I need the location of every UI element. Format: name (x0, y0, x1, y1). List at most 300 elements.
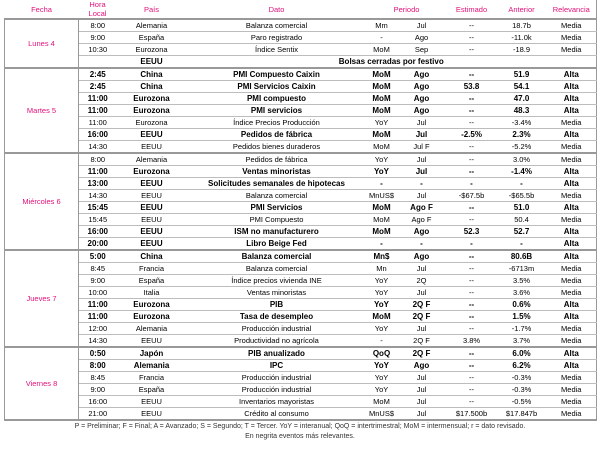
cell-time: 20:00 (79, 238, 117, 251)
cell-relevancia: Media (547, 335, 597, 348)
cell-relevancia: Media (547, 287, 597, 299)
day-label: Jueves 7 (5, 250, 79, 347)
cell-dato: PMI Compuesto Caixin (187, 68, 367, 81)
cell-estimado: -- (447, 214, 497, 226)
table-row (5, 263, 597, 275)
cell-period: Jul (397, 408, 447, 421)
cell-period: Ago (397, 360, 447, 372)
day-label: Miércoles 6 (5, 153, 79, 250)
cell-time: 2:45 (79, 68, 117, 81)
footnote-abbreviations: P = Preliminar; F = Final; A = Avanzado; S = Segundo; T = Tercer. YoY = interanual; QoQ = intertrimestral; MoM = intermensual; r = dato revisado. (74, 423, 526, 430)
cell-time: 12:00 (79, 323, 117, 335)
cell-period: Ago (397, 250, 447, 263)
cell-relevancia: Media (547, 408, 597, 421)
cell-dato: Balanza comercial (187, 19, 367, 32)
cell-time: 2:45 (79, 81, 117, 93)
cell-estimado: - (447, 178, 497, 190)
table-row (5, 129, 597, 141)
cell-period-unit: MoM (367, 129, 397, 141)
cell-estimado: -- (447, 396, 497, 408)
cell-dato: Crédito al consumo (187, 408, 367, 421)
cell-time: 15:45 (79, 202, 117, 214)
cell-country: EEUU (117, 396, 187, 408)
cell-dato: Producción industrial (187, 323, 367, 335)
table-row (5, 178, 597, 190)
cell-period-unit: YoY (367, 372, 397, 384)
cell-anterior: -0.5% (497, 396, 547, 408)
cell-dato: PIB (187, 299, 367, 311)
cell-country: EEUU (117, 178, 187, 190)
cell-period: - (397, 178, 447, 190)
cell-anterior: 48.3 (497, 105, 547, 117)
cell-dato: PMI Servicios (187, 202, 367, 214)
cell-period: Ago (397, 105, 447, 117)
cell-period: Jul (397, 263, 447, 275)
cell-time: 8:45 (79, 372, 117, 384)
cell-anterior: -6713m (497, 263, 547, 275)
cell-time: 16:00 (79, 396, 117, 408)
cell-dato: Balanza comercial (187, 250, 367, 263)
cell-country: China (117, 250, 187, 263)
header-pais: País (117, 0, 187, 19)
cell-period: Jul (397, 396, 447, 408)
cell-period-unit: Mm (367, 19, 397, 32)
cell-period-unit: MoM (367, 81, 397, 93)
table-row (5, 311, 597, 323)
cell-country: Eurozona (117, 117, 187, 129)
cell-anterior: 54.1 (497, 81, 547, 93)
cell-estimado: -- (447, 166, 497, 178)
cell-dato: Balanza comercial (187, 190, 367, 202)
cell-estimado: 3.8% (447, 335, 497, 348)
cell-anterior: 52.7 (497, 226, 547, 238)
cell-country: EEUU (117, 226, 187, 238)
cell-country: Eurozona (117, 93, 187, 105)
cell-estimado: -- (447, 275, 497, 287)
table-row (5, 408, 597, 421)
cell-country: EEUU (117, 214, 187, 226)
cell-time: 8:00 (79, 19, 117, 32)
cell-estimado: -- (447, 32, 497, 44)
cell-period: Jul (397, 190, 447, 202)
cell-period: Ago (397, 81, 447, 93)
cell-time (79, 56, 117, 69)
table-row (5, 250, 597, 263)
cell-anterior: -1.7% (497, 323, 547, 335)
cell-period-unit: YoY (367, 153, 397, 166)
cell-dato: PIB anualizado (187, 347, 367, 360)
cell-dato: PMI compuesto (187, 93, 367, 105)
cell-time: 9:00 (79, 384, 117, 396)
table-row (5, 323, 597, 335)
cell-relevancia: Alta (547, 105, 597, 117)
cell-period: Jul (397, 384, 447, 396)
cell-dato: Producción industrial (187, 384, 367, 396)
cell-time: 14:30 (79, 141, 117, 154)
cell-country: Alemania (117, 360, 187, 372)
cell-estimado: -- (447, 19, 497, 32)
table-row (5, 347, 597, 360)
cell-country: EEUU (117, 190, 187, 202)
cell-country: Eurozona (117, 44, 187, 56)
table-row (5, 360, 597, 372)
calendar-body (5, 19, 597, 420)
cell-period: Ago (397, 32, 447, 44)
table-row (5, 287, 597, 299)
cell-dato: Índice Sentix (187, 44, 367, 56)
cell-dato: Ventas minoristas (187, 287, 367, 299)
header-hora: Hora Local (79, 0, 117, 19)
header-anterior: Anterior (497, 0, 547, 19)
table-row (5, 275, 597, 287)
cell-time: 11:00 (79, 117, 117, 129)
cell-relevancia: Alta (547, 166, 597, 178)
cell-period-unit: Mn (367, 263, 397, 275)
cell-period: Jul (397, 323, 447, 335)
cell-anterior: 47.0 (497, 93, 547, 105)
table-row (5, 226, 597, 238)
cell-period: Jul F (397, 141, 447, 154)
cell-time: 14:30 (79, 335, 117, 348)
table-row (5, 32, 597, 44)
cell-anterior: -0.3% (497, 372, 547, 384)
cell-dato: Solicitudes semanales de hipotecas (187, 178, 367, 190)
cell-dato: Pedidos bienes duraderos (187, 141, 367, 154)
cell-relevancia: Alta (547, 299, 597, 311)
cell-dato: PMI Servicios Caixin (187, 81, 367, 93)
cell-relevancia: Media (547, 190, 597, 202)
cell-period-unit: MoM (367, 202, 397, 214)
cell-time: 16:00 (79, 226, 117, 238)
cell-country: EEUU (117, 56, 187, 69)
cell-relevancia: Media (547, 323, 597, 335)
cell-period: Ago (397, 68, 447, 81)
cell-country: China (117, 68, 187, 81)
cell-estimado: -- (447, 360, 497, 372)
cell-period: Ago F (397, 202, 447, 214)
cell-period-unit: YoY (367, 323, 397, 335)
cell-dato: Producción industrial (187, 372, 367, 384)
cell-anterior: 3.6% (497, 287, 547, 299)
header-estimado: Estimado (447, 0, 497, 19)
cell-time: 10:30 (79, 44, 117, 56)
cell-time: 10:00 (79, 287, 117, 299)
cell-dato: Productividad no agrícola (187, 335, 367, 348)
cell-country: Francia (117, 372, 187, 384)
cell-anterior: 51.0 (497, 202, 547, 214)
cell-anterior: $17.847b (497, 408, 547, 421)
cell-country: España (117, 32, 187, 44)
cell-period-unit: YoY (367, 299, 397, 311)
cell-estimado: -- (447, 141, 497, 154)
cell-period-unit: - (367, 32, 397, 44)
cell-relevancia: Media (547, 396, 597, 408)
cell-period: Jul (397, 287, 447, 299)
cell-dato: Índice precios vivienda INE (187, 275, 367, 287)
cell-dato: PMI servicios (187, 105, 367, 117)
cell-period-unit: YoY (367, 275, 397, 287)
cell-dato: Inventarios mayoristas (187, 396, 367, 408)
cell-country: China (117, 81, 187, 93)
cell-estimado: - (447, 238, 497, 251)
cell-relevancia: Alta (547, 347, 597, 360)
cell-dato: Balanza comercial (187, 263, 367, 275)
cell-anterior: -3.4% (497, 117, 547, 129)
cell-anterior: - (497, 178, 547, 190)
cell-period-unit: - (367, 238, 397, 251)
table-row (5, 105, 597, 117)
cell-country: EEUU (117, 238, 187, 251)
cell-country: EEUU (117, 129, 187, 141)
cell-period-unit: MoM (367, 396, 397, 408)
cell-estimado: -- (447, 347, 497, 360)
cell-period-unit: MoM (367, 141, 397, 154)
cell-relevancia: Alta (547, 238, 597, 251)
table-row (5, 153, 597, 166)
cell-anterior: 6.2% (497, 360, 547, 372)
cell-period: 2Q (397, 275, 447, 287)
cell-period: Jul (397, 372, 447, 384)
cell-estimado: -- (447, 44, 497, 56)
cell-anterior: 3.5% (497, 275, 547, 287)
cell-period-unit: - (367, 335, 397, 348)
cell-country: Eurozona (117, 105, 187, 117)
footnote (0, 422, 600, 442)
header-fecha: Fecha (5, 0, 79, 19)
cell-period-unit: YoY (367, 117, 397, 129)
table-row (5, 166, 597, 178)
cell-country: EEUU (117, 202, 187, 214)
cell-period-unit: MnUS$ (367, 190, 397, 202)
header-relevancia: Relevancia (547, 0, 597, 19)
cell-dato: Libro Beige Fed (187, 238, 367, 251)
cell-time: 9:00 (79, 32, 117, 44)
cell-country: Alemania (117, 19, 187, 32)
cell-time: 11:00 (79, 93, 117, 105)
cell-country: España (117, 384, 187, 396)
cell-estimado: $17.500b (447, 408, 497, 421)
cell-estimado: -- (447, 93, 497, 105)
cell-relevancia: Alta (547, 311, 597, 323)
cell-estimado: -$67.5b (447, 190, 497, 202)
table-row (5, 19, 597, 32)
cell-anterior: -0.3% (497, 384, 547, 396)
cell-relevancia: Media (547, 263, 597, 275)
cell-period-unit: MoM (367, 93, 397, 105)
cell-time: 8:00 (79, 153, 117, 166)
footnote-bold-note: En negrita eventos más relevantes. (245, 433, 355, 440)
cell-estimado: -- (447, 311, 497, 323)
cell-estimado: -- (447, 323, 497, 335)
cell-anterior: 18.7b (497, 19, 547, 32)
header-row (5, 0, 597, 19)
cell-country: España (117, 275, 187, 287)
cell-period: Ago F (397, 214, 447, 226)
cell-time: 15:45 (79, 214, 117, 226)
cell-time: 11:00 (79, 311, 117, 323)
cell-anterior: 51.9 (497, 68, 547, 81)
cell-country: EEUU (117, 335, 187, 348)
cell-dato: PMI Compuesto (187, 214, 367, 226)
table-row (5, 335, 597, 348)
cell-anterior: -11.0k (497, 32, 547, 44)
table-row (5, 372, 597, 384)
cell-anterior: -$65.5b (497, 190, 547, 202)
cell-estimado: -- (447, 287, 497, 299)
table-row (5, 299, 597, 311)
cell-estimado: -- (447, 153, 497, 166)
cell-anterior: 2.3% (497, 129, 547, 141)
cell-country: Francia (117, 263, 187, 275)
cell-estimado: -- (447, 384, 497, 396)
table-row (5, 44, 597, 56)
cell-dato: Pedidos de fábrica (187, 129, 367, 141)
day-label: Martes 5 (5, 68, 79, 153)
cell-estimado: -- (447, 68, 497, 81)
cell-period-unit: - (367, 178, 397, 190)
cell-country: Eurozona (117, 166, 187, 178)
cell-time: 21:00 (79, 408, 117, 421)
cell-anterior: 80.6B (497, 250, 547, 263)
cell-relevancia: Media (547, 275, 597, 287)
cell-period: Jul (397, 19, 447, 32)
cell-relevancia: Media (547, 372, 597, 384)
cell-period-unit: MoM (367, 311, 397, 323)
cell-period-unit: YoY (367, 166, 397, 178)
cell-anterior: -5.2% (497, 141, 547, 154)
cell-country: Italia (117, 287, 187, 299)
cell-anterior: 6.0% (497, 347, 547, 360)
cell-anterior: 3.0% (497, 153, 547, 166)
cell-anterior: -18.9 (497, 44, 547, 56)
cell-relevancia: Media (547, 214, 597, 226)
cell-time: 8:45 (79, 263, 117, 275)
cell-time: 16:00 (79, 129, 117, 141)
cell-country: Eurozona (117, 299, 187, 311)
cell-period-unit: YoY (367, 360, 397, 372)
cell-relevancia: Alta (547, 68, 597, 81)
cell-period: Jul (397, 153, 447, 166)
cell-estimado: -2.5% (447, 129, 497, 141)
table-row (5, 93, 597, 105)
cell-relevancia: Media (547, 32, 597, 44)
cell-period-unit: MoM (367, 105, 397, 117)
cell-anterior: 50.4 (497, 214, 547, 226)
cell-dato: Ventas minoristas (187, 166, 367, 178)
day-label: Viernes 8 (5, 347, 79, 420)
cell-country: Alemania (117, 153, 187, 166)
table-row (5, 202, 597, 214)
cell-relevancia: Alta (547, 81, 597, 93)
cell-time: 13:00 (79, 178, 117, 190)
table-row (5, 56, 597, 69)
table-row (5, 141, 597, 154)
cell-relevancia: Alta (547, 250, 597, 263)
cell-period: Jul (397, 129, 447, 141)
cell-country: Japón (117, 347, 187, 360)
cell-estimado: -- (447, 372, 497, 384)
header-dato: Dato (187, 0, 367, 19)
cell-relevancia: Alta (547, 360, 597, 372)
cell-anterior: -1.4% (497, 166, 547, 178)
cell-relevancia: Alta (547, 129, 597, 141)
cell-time: 0:50 (79, 347, 117, 360)
cell-period-unit: MoM (367, 226, 397, 238)
cell-relevancia: Media (547, 19, 597, 32)
cell-dato: Pedidos de fábrica (187, 153, 367, 166)
cell-period: Ago (397, 93, 447, 105)
cell-period-unit: MoM (367, 214, 397, 226)
cell-period-unit: YoY (367, 287, 397, 299)
cell-period-unit: YoY (367, 384, 397, 396)
cell-dato: Bolsas cerradas por festivo (187, 56, 597, 69)
cell-country: Alemania (117, 323, 187, 335)
day-label: Lunes 4 (5, 19, 79, 68)
cell-time: 9:00 (79, 275, 117, 287)
cell-country: EEUU (117, 408, 187, 421)
table-row (5, 117, 597, 129)
cell-time: 5:00 (79, 250, 117, 263)
cell-period: Sep (397, 44, 447, 56)
cell-estimado: -- (447, 299, 497, 311)
cell-time: 11:00 (79, 105, 117, 117)
cell-estimado: -- (447, 263, 497, 275)
cell-period: Jul (397, 117, 447, 129)
table-row (5, 190, 597, 202)
cell-period-unit: MoM (367, 68, 397, 81)
cell-period: Jul (397, 166, 447, 178)
cell-dato: Tasa de desempleo (187, 311, 367, 323)
cell-period-unit: MoM (367, 44, 397, 56)
cell-relevancia: Media (547, 141, 597, 154)
cell-country: Eurozona (117, 311, 187, 323)
cell-dato: Paro registrado (187, 32, 367, 44)
table-row (5, 81, 597, 93)
cell-period: 2Q F (397, 299, 447, 311)
cell-period-unit: MnUS$ (367, 408, 397, 421)
table-row (5, 238, 597, 251)
cell-estimado: -- (447, 117, 497, 129)
cell-anterior: 0.6% (497, 299, 547, 311)
header-periodo: Periodo (367, 0, 447, 19)
table-row (5, 214, 597, 226)
cell-relevancia: Alta (547, 178, 597, 190)
cell-time: 11:00 (79, 166, 117, 178)
cell-time: 8:00 (79, 360, 117, 372)
cell-estimado: -- (447, 105, 497, 117)
cell-estimado: -- (447, 250, 497, 263)
cell-relevancia: Alta (547, 93, 597, 105)
cell-dato: ISM no manufacturero (187, 226, 367, 238)
cell-period: 2Q F (397, 335, 447, 348)
cell-period: Ago (397, 226, 447, 238)
table-row (5, 68, 597, 81)
cell-period-unit: Mn$ (367, 250, 397, 263)
table-row (5, 384, 597, 396)
cell-estimado: 52.3 (447, 226, 497, 238)
cell-period: 2Q F (397, 347, 447, 360)
cell-dato: Índice Precios Producción (187, 117, 367, 129)
cell-period: - (397, 238, 447, 251)
cell-relevancia: Alta (547, 226, 597, 238)
cell-anterior: - (497, 238, 547, 251)
cell-period: 2Q F (397, 311, 447, 323)
cell-anterior: 1.5% (497, 311, 547, 323)
cell-relevancia: Media (547, 153, 597, 166)
table-row (5, 396, 597, 408)
cell-period-unit: QoQ (367, 347, 397, 360)
cell-relevancia: Alta (547, 202, 597, 214)
